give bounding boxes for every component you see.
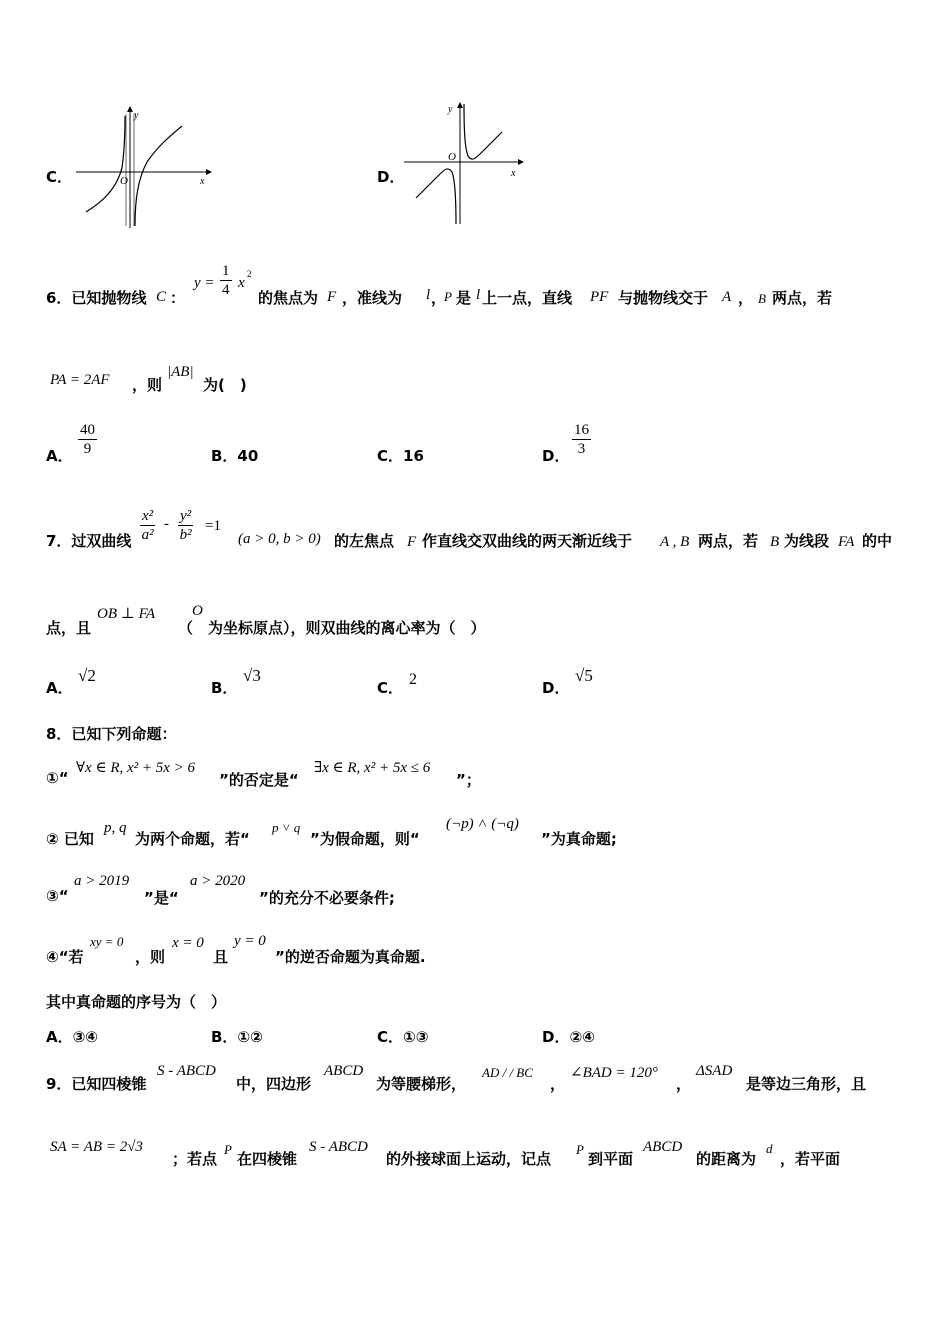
q6-condition: PA = 2AF — [50, 372, 110, 388]
q8-p2-text-3: ”为真命题; — [541, 830, 617, 848]
q6-option-a-num: 40 — [80, 422, 95, 438]
q6-option-c[interactable]: C．16 — [377, 447, 424, 465]
q9-comma-1: ， — [550, 1075, 566, 1093]
q7-option-a-label[interactable]: A． — [46, 679, 73, 697]
q9-triangle: ΔSAD — [696, 1063, 733, 1079]
q8-p3-text-1: ”是“ — [144, 889, 179, 907]
q9-parallel: AD / / BC — [482, 1065, 533, 1080]
q6-line-pf: PF — [590, 289, 609, 305]
q9-text-3: 是等边三角形，且 — [746, 1075, 867, 1093]
q7-focus: F — [407, 534, 417, 550]
q7-option-c-label[interactable]: C． — [377, 679, 404, 697]
q6-frac-den: 4 — [222, 282, 230, 298]
q8-p1-prefix: ①“ — [46, 769, 69, 787]
q6-focus: F — [327, 289, 337, 305]
q6-text-7: ，则 — [132, 376, 163, 394]
q9-text-7: 到平面 — [588, 1150, 634, 1168]
q8-p4-math-1: xy = 0 — [90, 934, 124, 949]
q6-square: 2 — [247, 269, 252, 279]
q6-number: 6．已知抛物线 — [46, 289, 147, 307]
graph-d-origin: O — [448, 151, 456, 163]
q9-text-6: 的外接球面上运动，记点 — [386, 1150, 552, 1168]
q8-p3-prefix: ③“ — [46, 887, 69, 905]
q6-option-d-num: 16 — [574, 422, 589, 438]
q8-option-b[interactable]: B．①② — [211, 1028, 263, 1046]
q6-option-a-label[interactable]: A． — [46, 447, 73, 465]
q7-perpendicular: OB ⊥ FA — [97, 606, 155, 622]
q9-text-5: 在四棱锥 — [237, 1150, 298, 1168]
q8-option-a[interactable]: A．③④ — [46, 1028, 99, 1046]
q9-number: 9．已知四棱锥 — [46, 1075, 147, 1093]
q6-point-p: P — [444, 289, 452, 304]
q8-p4-text-1: ，则 — [135, 948, 166, 966]
q7-option-b-label[interactable]: B． — [211, 679, 238, 697]
q7-frac1-den: a² — [141, 527, 154, 543]
q9-point-p: P — [224, 1142, 232, 1157]
q9-text-1: 中，四边形 — [236, 1075, 312, 1093]
q8-p2-pq: p, q — [104, 820, 127, 836]
q8-p2-text-1: 为两个命题，若“ — [135, 830, 250, 848]
q6-point-a: A — [722, 289, 732, 305]
q9-text-2: 为等腰梯形， — [376, 1075, 467, 1093]
q6-text-5: 与抛物线交于 — [618, 289, 709, 307]
q6-colon: ： — [170, 289, 186, 307]
q9-plane: ABCD — [643, 1139, 683, 1155]
graph-c-origin: O — [120, 175, 128, 187]
q6-text-8: 为( ) — [203, 376, 247, 394]
q8-p1-end: ”； — [456, 771, 481, 789]
q6-option-d-den: 3 — [577, 441, 586, 457]
q6-text-2: ，准线为 — [342, 289, 403, 307]
q7-frac2-num: y² — [180, 508, 192, 524]
graph-d-x-label: x — [511, 168, 516, 179]
q6-directrix: l — [426, 287, 431, 303]
q7-minus: - — [164, 516, 169, 532]
q8-p2-or: p ˅ q — [272, 820, 301, 835]
q6-option-b[interactable]: B．40 — [211, 447, 259, 465]
q7-option-b: √3 — [243, 666, 261, 685]
q9-text-9: ，若平面 — [780, 1150, 841, 1168]
q9-distance: d — [766, 1141, 773, 1156]
q6-x: x — [238, 275, 245, 291]
q8-ask: 其中真命题的序号为（ ） — [46, 993, 227, 1011]
q8-option-d[interactable]: D．②④ — [542, 1028, 595, 1046]
q7-text-5: 的中 — [862, 532, 893, 550]
q6-option-d-label[interactable]: D． — [542, 447, 570, 465]
q7-points-ab: A , B — [660, 534, 690, 550]
q8-p1-math-2: ∃x ∈ R, x² + 5x ≤ 6 — [314, 760, 431, 776]
q6-comma-1: ， — [431, 289, 447, 307]
q8-p4-text-2: 且 — [213, 948, 229, 966]
q7-origin: O — [192, 603, 203, 619]
q8-p3-text-2: ”的充分不必要条件; — [259, 889, 395, 907]
q9-comma-2: ， — [676, 1075, 692, 1093]
q8-p2-prefix: ② 已知 — [46, 830, 94, 848]
q7-text-1: 的左焦点 — [334, 532, 395, 550]
q6-frac-num: 1 — [222, 263, 230, 279]
q8-p4-math-2: x = 0 — [172, 935, 204, 951]
q8-p1-math-1: ∀x ∈ R, x² + 5x > 6 — [76, 760, 196, 776]
q8-p2-and: (¬p) ˄ (¬q) — [446, 816, 519, 832]
option-d-label: D． — [377, 168, 405, 186]
q7-text-4: 为线段 — [784, 532, 830, 550]
q9-text-4: ；若点 — [172, 1150, 218, 1168]
q8-p3-math-2: a > 2020 — [190, 873, 246, 889]
q7-text-6: 点，且 — [46, 619, 92, 637]
q7-frac1-num: x² — [142, 508, 154, 524]
q7-option-d: √5 — [575, 666, 593, 685]
q8-title: 8．已知下列命题： — [46, 725, 177, 743]
q6-point-b: B — [758, 291, 766, 306]
q7-option-c: 2 — [409, 671, 417, 688]
q9-point-p-2: P — [576, 1142, 584, 1157]
q7-option-a: √2 — [78, 666, 96, 685]
q8-p2-text-2: ”为假命题，则“ — [310, 830, 420, 848]
q7-point-b: B — [770, 534, 780, 550]
q7-number: 7．过双曲线 — [46, 532, 132, 550]
option-c-label: C． — [46, 168, 73, 186]
q6-comma-2: ， — [738, 289, 754, 307]
q9-pyramid-2: S - ABCD — [309, 1139, 368, 1155]
graph-c-x-label: x — [200, 176, 205, 187]
q6-option-a-den: 9 — [83, 441, 92, 457]
q6-directrix-2: l — [476, 287, 481, 303]
q8-p4-text-3: ”的逆否命题为真命题. — [275, 948, 426, 966]
q7-segment-fa: FA — [838, 534, 855, 550]
q6-text-6: 两点，若 — [772, 289, 833, 307]
q6-y-eq: y = — [194, 275, 215, 291]
q9-angle: ∠BAD = 120° — [570, 1065, 658, 1081]
q6-text-1: 的焦点为 — [258, 289, 319, 307]
q8-option-c[interactable]: C．①③ — [377, 1028, 429, 1046]
q8-p3-math-1: a > 2019 — [74, 873, 130, 889]
q7-text-7: （ — [178, 619, 194, 637]
q9-quad: ABCD — [324, 1063, 364, 1079]
q6-text-3: 是 — [456, 289, 472, 307]
q7-frac2-den: b² — [179, 527, 192, 543]
q7-text-3: 两点，若 — [698, 532, 759, 550]
q7-text-8: 为坐标原点），则双曲线的离心率为（ ） — [208, 619, 486, 637]
q6-text-4: 上一点，直线 — [482, 289, 573, 307]
q7-option-d-label[interactable]: D． — [542, 679, 570, 697]
q7-text-2: 作直线交双曲线的两天渐近线于 — [422, 532, 633, 550]
q9-pyramid: S - ABCD — [157, 1063, 216, 1079]
q7-equals-one: =1 — [205, 518, 221, 534]
graph-c-y-label: y — [134, 110, 139, 121]
q8-p1-mid: ”的否定是“ — [219, 771, 299, 789]
q9-text-8: 的距离为 — [696, 1150, 757, 1168]
graph-d-y-label: y — [448, 104, 453, 115]
q9-equality: SA = AB = 2√3 — [50, 1139, 143, 1155]
q8-p4-math-3: y = 0 — [234, 933, 266, 949]
q6-curve-name: C — [156, 289, 167, 305]
q8-p4-prefix: ④“若 — [46, 948, 84, 966]
q7-condition: (a > 0, b > 0) — [238, 531, 321, 547]
q6-abs-ab: |AB| — [167, 364, 194, 380]
